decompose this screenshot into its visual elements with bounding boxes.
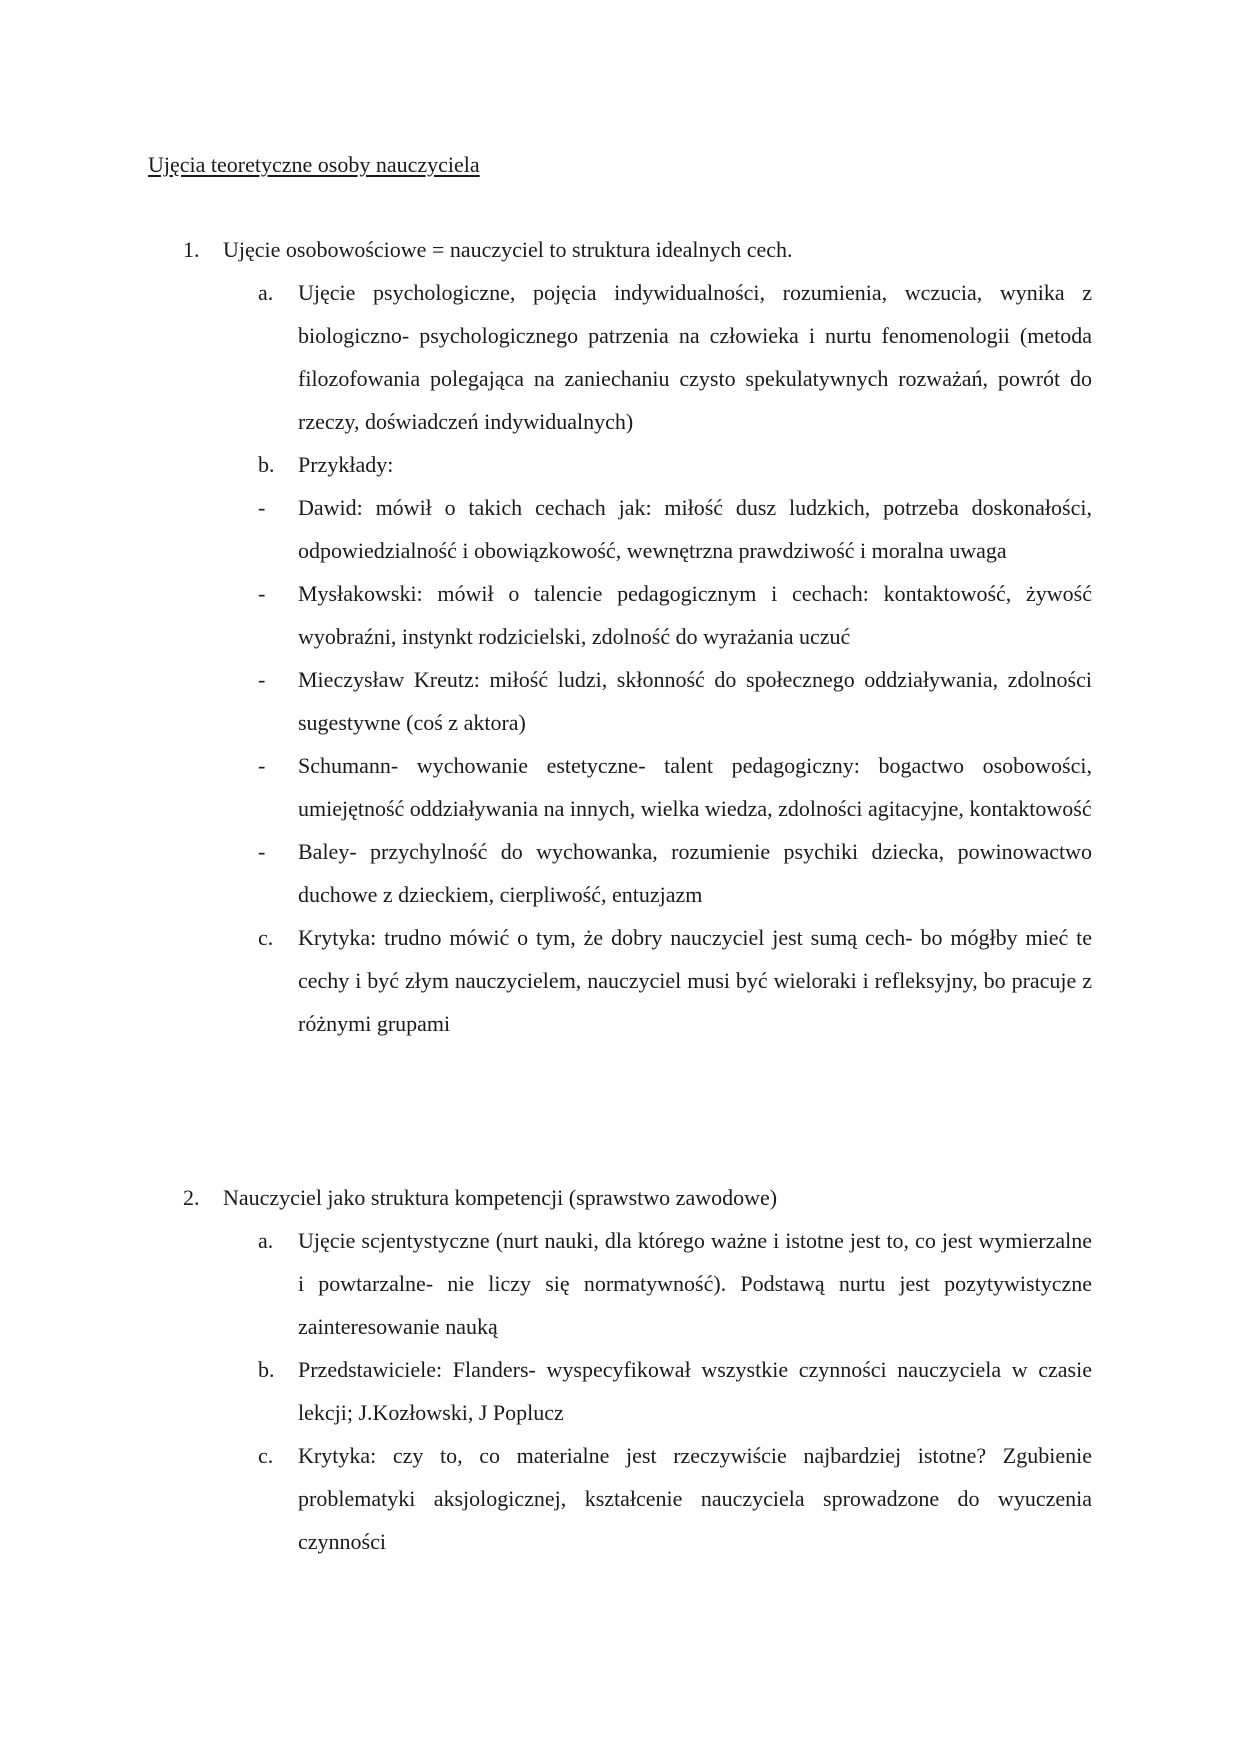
list-item xyxy=(0,1434,1240,1563)
section-items xyxy=(0,271,1240,1045)
list-item-text: Przedstawiciele: Flanders- wyspecyfikował wszystkie czynności nauczyciela w czasie lekcji; J.Kozłowski, J Poplucz xyxy=(298,1357,1092,1425)
list-item-text: Przykłady: xyxy=(298,452,394,477)
list-item xyxy=(0,916,1240,1045)
list-item xyxy=(0,486,1240,572)
section-heading xyxy=(0,1176,1240,1219)
section-number: 1. xyxy=(183,237,200,262)
list-item xyxy=(0,658,1240,744)
section-number: 2. xyxy=(183,1185,200,1210)
list-item xyxy=(0,1219,1240,1348)
section-heading-text: Ujęcie osobowościowe = nauczyciel to struktura idealnych cech. xyxy=(223,237,793,262)
list-marker: c. xyxy=(258,1443,274,1468)
list-item xyxy=(0,271,1240,443)
list-marker: - xyxy=(258,581,266,606)
section-heading-text: Nauczyciel jako struktura kompetencji (sprawstwo zawodowe) xyxy=(223,1185,778,1210)
list-item-text: Mysłakowski: mówił o talencie pedagogicznym i cechach: kontaktowość, żywość wyobraźni, instynkt rodzicielski, zdolność do wyrażania uczuć xyxy=(298,581,1092,649)
list-marker: a. xyxy=(258,1228,274,1253)
list-item-text: Ujęcie scjentystyczne (nurt nauki, dla którego ważne i istotne jest to, co jest wymierzalne i powtarzalne- nie liczy się normatywność). Podstawą nurtu jest pozytywistyczne zainteresowanie nauką xyxy=(298,1228,1092,1339)
list-item xyxy=(0,572,1240,658)
section-heading xyxy=(0,228,1240,271)
list-item xyxy=(0,744,1240,830)
section-items xyxy=(0,1219,1240,1563)
list-item-text: Mieczysław Kreutz: miłość ludzi, skłonność do społecznego oddziaływania, zdolności sugestywne (coś z aktora) xyxy=(298,667,1092,735)
list-item-text: Dawid: mówił o takich cechach jak: miłość dusz ludzkich, potrzeba doskonałości, odpowiedzialność i obowiązkowość, wewnętrzna prawdziwość i moralna uwaga xyxy=(298,495,1092,563)
list-item-text: Baley- przychylność do wychowanka, rozumienie psychiki dziecka, powinowactwo duchowe z dzieckiem, cierpliwość, entuzjazm xyxy=(298,839,1092,907)
list-item-text: Krytyka: trudno mówić o tym, że dobry nauczyciel jest sumą cech- bo mógłby mieć te cechy i być złym nauczycielem, nauczyciel musi być wieloraki i refleksyjny, bo pracuje z różnymi grupami xyxy=(298,925,1092,1036)
list-marker: a. xyxy=(258,280,274,305)
list-marker: - xyxy=(258,753,266,778)
list-marker: b. xyxy=(258,1357,275,1382)
list-item xyxy=(0,830,1240,916)
list-marker: - xyxy=(258,667,266,692)
list-marker: - xyxy=(258,495,266,520)
list-marker: b. xyxy=(258,452,275,477)
list-item xyxy=(0,443,1240,486)
document-title: Ujęcia teoretyczne osoby nauczyciela xyxy=(148,152,480,177)
list-item xyxy=(0,1348,1240,1434)
list-item-text: Krytyka: czy to, co materialne jest rzeczywiście najbardziej istotne? Zgubienie problematyki aksjologicznej, kształcenie nauczyciela sprowadzone do wyuczenia czynności xyxy=(298,1443,1092,1554)
list-item-text: Ujęcie psychologiczne, pojęcia indywidualności, rozumienia, wczucia, wynika z biologiczno- psychologicznego patrzenia na człowieka i nurtu fenomenologii (metoda filozofowania polegająca na zaniechaniu czysto spekulatywnych rozważań, powrót do rzeczy, doświadczeń indywidualnych) xyxy=(298,280,1092,434)
list-marker: c. xyxy=(258,925,274,950)
list-marker: - xyxy=(258,839,266,864)
list-item-text: Schumann- wychowanie estetyczne- talent pedagogiczny: bogactwo osobowości, umiejętność oddziaływania na innych, wielka wiedza, zdolności agitacyjne, kontaktowość xyxy=(298,753,1092,821)
